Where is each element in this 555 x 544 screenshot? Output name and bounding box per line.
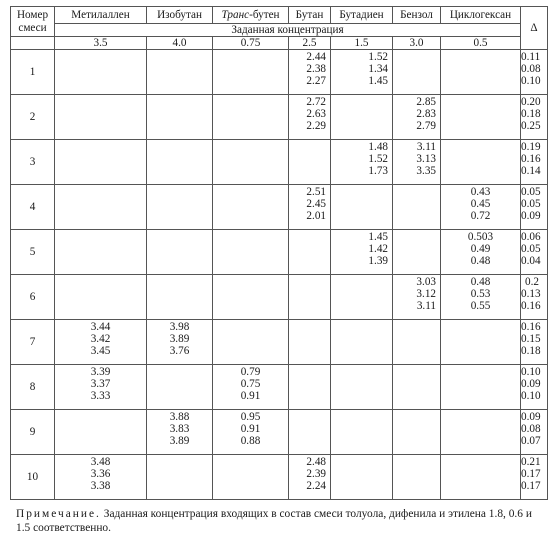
mix-number: 5 [11,230,55,275]
delta-cell [521,140,548,185]
value-cell [393,185,441,230]
delta-cell [521,50,548,95]
measured-value: 3.76 [169,345,190,358]
value-cell [213,95,289,140]
measured-value: 0.45 [470,198,491,211]
measured-value: 2.24 [306,480,326,493]
measured-value: 3.48 [90,456,111,469]
delta-value: 0.17 [521,468,541,481]
value-cell [55,455,147,500]
table-row [11,230,548,275]
table-row [11,455,548,500]
table-row [11,275,548,320]
header-concentration-value: 0.75 [213,37,289,50]
delta-value: 0.15 [521,333,541,346]
mix-number: 4 [11,185,55,230]
delta-value: 0.09 [521,210,541,223]
value-cell [55,50,147,95]
delta-value: 0.05 [521,243,541,256]
mix-number: 10 [11,455,55,500]
measured-value: 1.48 [368,141,388,154]
measured-value: 3.03 [416,276,436,289]
measured-value: 0.91 [240,390,261,403]
measured-value: 3.98 [169,321,190,334]
value-cell [393,365,441,410]
delta-value: 0.16 [521,300,541,313]
value-cell [289,410,331,455]
results-table [10,6,548,500]
delta-value: 0.16 [521,321,541,334]
mix-number: 6 [11,275,55,320]
value-cell [331,455,393,500]
table-row [11,140,548,185]
measured-value: 3.36 [90,468,111,481]
measured-value: 3.44 [90,321,111,334]
value-cell [441,275,521,320]
table-row [11,95,548,140]
value-cell [441,140,521,185]
delta-value: 0.10 [521,390,541,403]
measured-value: 0.49 [470,243,491,256]
value-cell [55,410,147,455]
value-cell [213,185,289,230]
header-mix-number: Номер смеси [11,7,55,37]
measured-value: 0.72 [470,210,491,223]
measured-value: 1.34 [368,63,388,76]
measured-value: 3.45 [90,345,111,358]
measured-value: 0.503 [467,231,494,244]
measured-value: 0.55 [470,300,491,313]
value-cell [393,410,441,455]
delta-value: 0.20 [521,96,541,109]
value-cell [393,140,441,185]
delta-value: 0.11 [521,51,541,64]
value-cell [331,365,393,410]
measured-value: 3.11 [416,300,436,313]
value-cell [289,50,331,95]
value-cell [213,50,289,95]
measured-value: 2.38 [306,63,326,76]
measured-value: 2.48 [306,456,326,469]
mix-number: 8 [11,365,55,410]
measured-value: 1.45 [368,75,388,88]
measured-value: 3.39 [90,366,111,379]
value-cell [147,410,213,455]
measured-value: 2.45 [306,198,326,211]
header-concentration-value: 0.5 [441,37,521,50]
value-cell [55,320,147,365]
measured-value: 3.33 [90,390,111,403]
delta-value: 0.08 [521,63,541,76]
measured-value: 2.27 [306,75,326,88]
mix-number: 9 [11,410,55,455]
delta-value: 0.10 [521,75,541,88]
table-row [11,365,548,410]
value-cell [331,410,393,455]
mix-number: 2 [11,95,55,140]
measured-value: 2.79 [416,120,436,133]
delta-value: 0.09 [521,411,541,424]
value-cell [213,230,289,275]
delta-value: 0.08 [521,423,541,436]
delta-value: 0.05 [521,198,541,211]
header-component: Изобутан [147,7,213,24]
value-cell [213,365,289,410]
measured-value: 3.35 [416,165,436,178]
value-cell [55,140,147,185]
value-cell [147,50,213,95]
value-cell [441,365,521,410]
measured-value: 2.44 [306,51,326,64]
header-component: Циклогексан [441,7,521,24]
delta-cell [521,320,548,365]
measured-value: 0.75 [240,378,261,391]
value-cell [147,95,213,140]
value-cell [289,95,331,140]
value-cell [289,140,331,185]
delta-value: 0.2 [525,276,539,289]
value-cell [147,365,213,410]
measured-value: 3.83 [169,423,190,436]
value-cell [393,275,441,320]
measured-value: 0.53 [470,288,491,301]
measured-value: 0.48 [470,276,491,289]
measured-value: 0.95 [240,411,261,424]
header-concentration-value: 3.5 [55,37,147,50]
measured-value: 0.79 [240,366,261,379]
value-cell [393,50,441,95]
delta-value: 0.09 [521,378,541,391]
value-cell [331,95,393,140]
delta-cell [521,230,548,275]
value-cell [55,230,147,275]
delta-value: 0.10 [521,366,541,379]
measured-value: 1.39 [368,255,388,268]
value-cell [147,320,213,365]
delta-value: 0.17 [521,480,541,493]
value-cell [147,275,213,320]
value-cell [289,185,331,230]
header-concentration-value: 1.5 [331,37,393,50]
header-component [213,7,289,24]
delta-value: 0.18 [521,345,541,358]
measured-value: 3.12 [416,288,436,301]
delta-value: 0.18 [521,108,541,121]
measured-value: 0.43 [470,186,491,199]
value-cell [147,185,213,230]
value-cell [147,455,213,500]
delta-value: 0.21 [521,456,541,469]
value-cell [147,230,213,275]
delta-value: 0.13 [521,288,541,301]
mix-number: 7 [11,320,55,365]
measured-value: 3.88 [169,411,190,424]
value-cell [331,275,393,320]
value-cell [441,185,521,230]
header-delta: Δ [521,7,548,50]
value-cell [331,185,393,230]
header-component: Бензол [393,7,441,24]
measured-value: 0.48 [470,255,491,268]
measured-value: 2.63 [306,108,326,121]
header-italic-prefix: Транс [221,8,250,21]
value-cell [147,140,213,185]
measured-value: 1.52 [368,153,388,166]
document [10,6,547,535]
measured-value: 2.72 [306,96,326,109]
mix-number: 1 [11,50,55,95]
table-row [11,50,548,95]
measured-value: 3.38 [90,480,111,493]
value-cell [441,455,521,500]
header-component: Бутан [289,7,331,24]
measured-value: 2.39 [306,468,326,481]
delta-value: 0.16 [521,153,541,166]
header-concentration-value: 4.0 [147,37,213,50]
delta-value: 0.06 [521,231,541,244]
delta-cell [521,455,548,500]
delta-cell [521,410,548,455]
delta-value: 0.14 [521,165,541,178]
value-cell [331,140,393,185]
value-cell [213,410,289,455]
measured-value: 3.37 [90,378,111,391]
value-cell [331,230,393,275]
value-cell [393,320,441,365]
header-component: Бутадиен [331,7,393,24]
header-target-concentration: Заданная концентрация [55,24,521,37]
measured-value: 3.11 [416,141,436,154]
measured-value: 2.85 [416,96,436,109]
measured-value: 0.91 [240,423,261,436]
value-cell [393,95,441,140]
value-cell [289,455,331,500]
value-cell [213,455,289,500]
delta-cell [521,95,548,140]
value-cell [393,455,441,500]
table-row [11,410,548,455]
mix-number: 3 [11,140,55,185]
measured-value: 1.42 [368,243,388,256]
value-cell [289,365,331,410]
measured-value: 1.45 [368,231,388,244]
table-row [11,185,548,230]
measured-value: 0.88 [240,435,261,448]
value-cell [55,275,147,320]
value-cell [441,320,521,365]
value-cell [441,410,521,455]
value-cell [393,230,441,275]
value-cell [289,320,331,365]
table-row [11,320,548,365]
value-cell [55,95,147,140]
value-cell [213,275,289,320]
value-cell [331,320,393,365]
measured-value: 3.89 [169,435,190,448]
header-blank [11,37,55,50]
note-text: Заданная концентрация входящих в состав смеси толуола, дифенила и этилена 1.8, 0.6 и 1.5 соответственно. [16,508,532,535]
value-cell [441,95,521,140]
delta-value: 0.07 [521,435,541,448]
value-cell [331,50,393,95]
value-cell [441,230,521,275]
value-cell [213,140,289,185]
measured-value: 2.01 [306,210,326,223]
header-concentration-value: 2.5 [289,37,331,50]
delta-value: 0.04 [521,255,541,268]
header-suffix: -бутен [249,8,280,21]
delta-cell [521,365,548,410]
delta-value: 0.05 [521,186,541,199]
delta-value: 0.25 [521,120,541,133]
header-component: Метилаллен [55,7,147,24]
delta-value: 0.19 [521,141,541,154]
value-cell [289,275,331,320]
table-body [11,50,548,500]
measured-value: 3.42 [90,333,111,346]
value-cell [55,185,147,230]
value-cell [55,365,147,410]
measured-value: 3.13 [416,153,436,166]
table-note [10,507,541,535]
measured-value: 3.89 [169,333,190,346]
measured-value: 2.83 [416,108,436,121]
value-cell [289,230,331,275]
measured-value: 1.52 [368,51,388,64]
delta-cell [521,275,548,320]
value-cell [213,320,289,365]
measured-value: 2.51 [306,186,326,199]
measured-value: 1.73 [368,165,388,178]
note-lead: Примечание. [16,508,101,521]
value-cell [441,50,521,95]
delta-cell [521,185,548,230]
header-concentration-value: 3.0 [393,37,441,50]
measured-value: 2.29 [306,120,326,133]
